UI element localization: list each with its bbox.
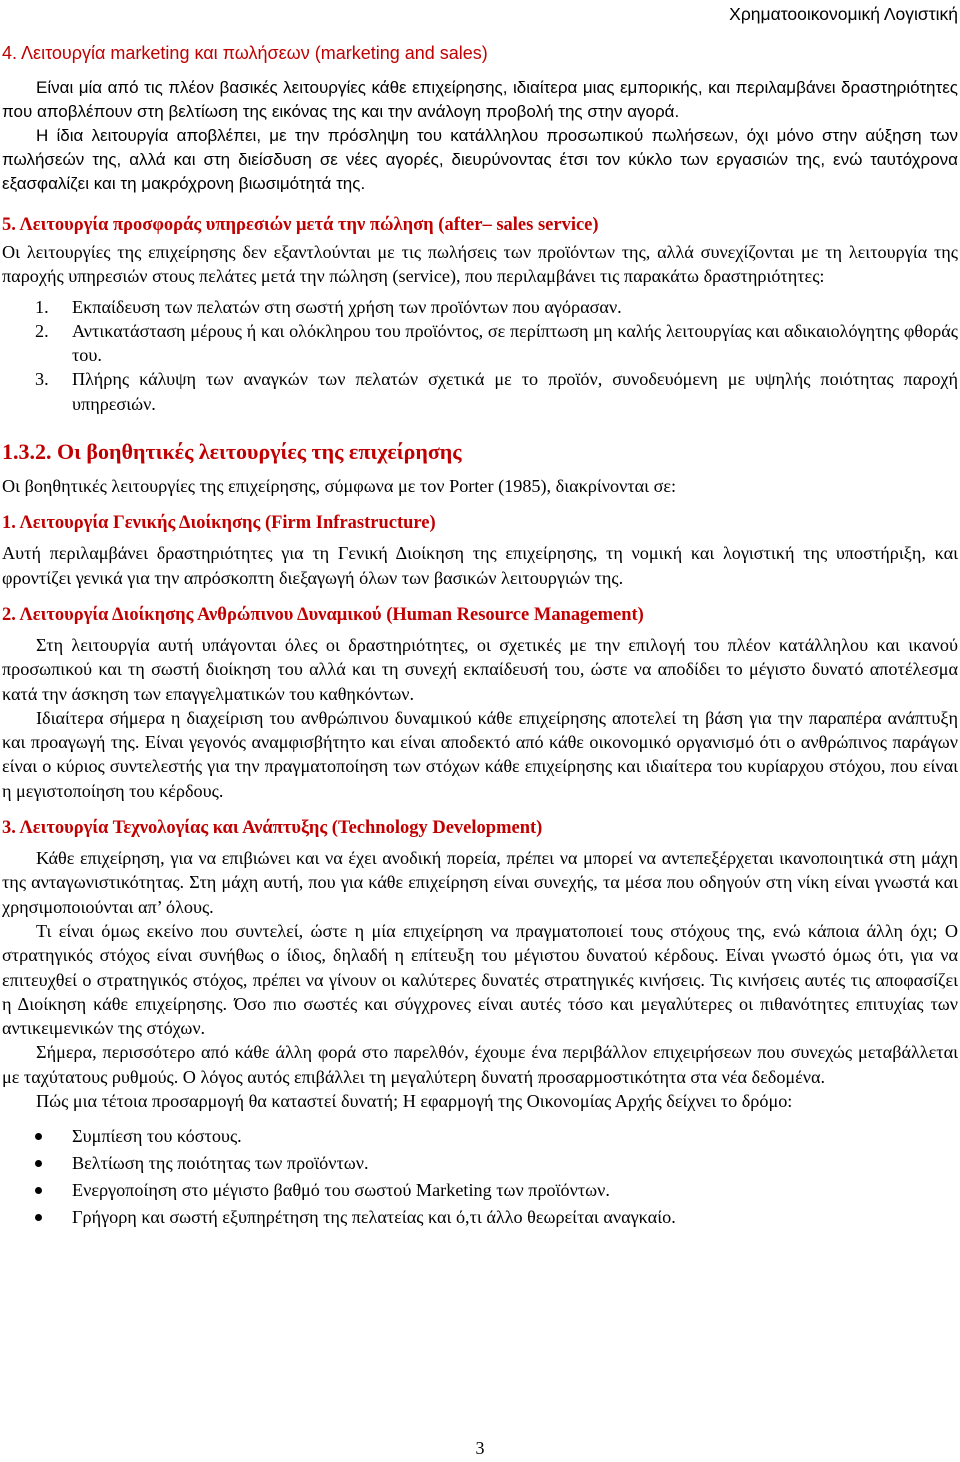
- list-item-text: Αντικατάσταση μέρους ή και ολόκληρου του προϊόντος, σε περίπτωση μη καλής λειτουργίας και αδικαιολόγητης φθοράς του.: [72, 320, 958, 366]
- bullet-item: [2, 1177, 958, 1204]
- after-sales-list: [2, 295, 958, 416]
- support-3-paragraph-1: Κάθε επιχείρηση, για να επιβιώνει και να έχει ανοδική πορεία, πρέπει να μπορεί να αντεπεξέρχεται ικανοποιητικά στη μάχη της ανταγωνιστικότητας. Στη μάχη αυτή, που για κάθε επιχείρηση είναι συνεχής, τα μέσα που οδηγούν στη νίκη είναι γνωστά και χρησιμοποιούνται απ’ όλους.: [2, 848, 958, 917]
- adaptation-bullet-list: [2, 1123, 958, 1231]
- page-content: [2, 40, 958, 1231]
- section-1-3-2-heading: 1.3.2. Οι βοηθητικές λειτουργίες της επιχείρησης: [2, 439, 462, 465]
- support-1-heading: 1. Λειτουργία Γενικής Διοίκησης (Firm Infrastructure): [2, 513, 436, 534]
- page-number: 3: [475, 1438, 485, 1458]
- running-header: Χρηματοοικονομική Λογιστική: [729, 4, 958, 24]
- list-item: [2, 319, 958, 368]
- support-3-paragraph-3: Σήμερα, περισσότερο από κάθε άλλη φορά στο παρελθόν, έχουμε ένα περιβάλλον επιχειρήσεων που συνεχώς μεταβάλλεται με ταχύτατους ρυθμούς. Ο λόγος αυτός επιβάλλει τη μεγαλύτερη δυνατή προσαρμοστικότητα στα νέα δεδομένα.: [2, 1042, 958, 1087]
- support-2-paragraph-1: Στη λειτουργία αυτή υπάγονται όλες οι δραστηριότητες, οι σχετικές με την επιλογή του πλέον κατάλληλου και ικανού προσωπικού και τη σωστή διοίκηση του αλλά και τη συνεχή εκπαίδευσή του, ώστε να αποδίδει το μέγιστο δυνατό αποτέλεσμα κατά την άσκηση των επαγγελματικών του καθηκόντων.: [2, 634, 958, 704]
- bullet-text: Βελτίωση της ποιότητας των προϊόντων.: [72, 1153, 369, 1174]
- section-4-paragraph-2: Η ίδια λειτουργία αποβλέπει, με την πρόσληψη του κατάλληλου προσωπικού πωλήσεων, όχι μόνο στην αύξηση των πωλήσεών της, αλλά και στη διείσδυση σε νέες αγορές, διευρύνοντας έτσι τον κύκλο των εργασιών της, ενώ ταυτόχρονα εξασφαλίζει και τη μακρόχρονη βιωσιμότητά της.: [2, 126, 958, 193]
- bullet-icon: [35, 1133, 42, 1140]
- list-item-number: 1.: [35, 296, 49, 317]
- list-item: [2, 367, 958, 416]
- section-5-heading: 5. Λειτουργία προσφοράς υπηρεσιών μετά την πώληση (after– sales service): [2, 215, 599, 235]
- bullet-text: Ενεργοποίηση στο μέγιστο βαθμό του σωστού Marketing των προϊόντων.: [72, 1180, 610, 1201]
- bullet-text: Γρήγορη και σωστή εξυπηρέτηση της πελατείας και ό,τι άλλο θεωρείται αναγκαίο.: [72, 1207, 676, 1228]
- list-item-text: Πλήρης κάλυψη των αναγκών των πελατών σχετικά με το προϊόν, συνοδευόμενη με υψηλής ποιότητας παροχή υπηρεσιών.: [72, 369, 958, 414]
- section-4-heading: 4. Λειτουργία marketing και πωλήσεων (marketing and sales): [2, 43, 488, 63]
- support-3-paragraph-4: Πώς μια τέτοια προσαρμογή θα καταστεί δυνατή; Η εφαρμογή της Οικονομίας Αρχής δείχνει το δρόμο:: [36, 1091, 793, 1112]
- list-item-number: 3.: [35, 369, 49, 390]
- list-item: [2, 295, 958, 319]
- section-1-3-2-intro: Οι βοηθητικές λειτουργίες της επιχείρησης, σύμφωνα με τον Porter (1985), διακρίνονται σε:: [2, 476, 677, 497]
- bullet-item: [2, 1123, 958, 1150]
- support-3-heading: 3. Λειτουργία Τεχνολογίας και Ανάπτυξης (Technology Development): [2, 818, 543, 839]
- bullet-item: [2, 1150, 958, 1177]
- support-2-paragraph-2: Ιδιαίτερα σήμερα η διαχείριση του ανθρώπινου δυναμικού κάθε επιχείρησης αποτελεί τη βάση για την παραπέρα ανάπτυξη και προαγωγή της. Είναι γεγονός αναμφισβήτητο και είναι αποδεκτό από κάθε οικονομικό οργανισμό ότι ο ανθρώπινος παράγων είναι ο κύριος συντελεστής για την πραγματοποίηση των στόχων κάθε επιχείρησης και ιδιαίτερα του κυρίαρχου στόχου, που είναι η μεγιστοποίηση του κέρδους.: [2, 707, 958, 801]
- section-5-paragraph-1: Οι λειτουργίες της επιχείρησης δεν εξαντλούνται με τις πωλήσεις των προϊόντων της, αλλά συνεχίζονται με τη λειτουργία της παροχής υπηρεσιών στους πελάτες μετά την πώληση (service), που περιλαμβάνει τις παρακάτω δραστηριότητες:: [2, 242, 958, 287]
- support-1-paragraph-1: Αυτή περιλαμβάνει δραστηριότητες για τη Γενική Διοίκηση της επιχείρησης, τη νομική και λογιστική της υποστήριξη, και φροντίζει γενικά για την απρόσκοπτη διεξαγωγή όλων των βασικών λειτουργιών της.: [2, 543, 958, 588]
- list-item-number: 2.: [35, 320, 49, 341]
- list-item-text: Εκπαίδευση των πελατών στη σωστή χρήση των προϊόντων που αγόρασαν.: [72, 296, 622, 317]
- support-3-paragraph-2: Τι είναι όμως εκείνο που συντελεί, ώστε η μία επιχείρηση να πραγματοποιεί τους στόχους της, ενώ κάποια άλλη όχι; Ο στρατηγικός στόχος είναι συνήθως ο ίδιος, δηλαδή η επίτευξη του μέγιστου δυνατού κέρδους. Είναι γνωστό όμως ότι, για να επιτευχθεί ο στρατηγικός στόχος, πρέπει να γίνουν οι καλύτερες δυνατές στρατηγικές κινήσεις. Τις κινήσεις αυτές τις αποφασίζει η Διοίκηση κάθε επιχείρησης. Όσο πιο σωστές και σύγχρονες είναι αυτές τόσο και μεγαλύτερες οι πιθανότητες επιτυχίας των αντικειμενικών της στόχων.: [2, 920, 958, 1039]
- bullet-icon: [35, 1187, 42, 1194]
- bullet-icon: [35, 1160, 42, 1167]
- bullet-text: Συμπίεση του κόστους.: [72, 1126, 242, 1147]
- support-2-heading: 2. Λειτουργία Διοίκησης Ανθρώπινου Δυναμικού (Human Resource Management): [2, 604, 644, 625]
- section-4-paragraph-1: Είναι μία από τις πλέον βασικές λειτουργίες κάθε επιχείρησης, ιδιαίτερα μιας εμπορικής, και περιλαμβάνει δραστηριότητες που αποβλέπουν στη βελτίωση της εικόνας της και την ανάλογη προβολή της στην αγορά.: [2, 78, 958, 121]
- bullet-item: [2, 1204, 958, 1231]
- bullet-icon: [35, 1214, 42, 1221]
